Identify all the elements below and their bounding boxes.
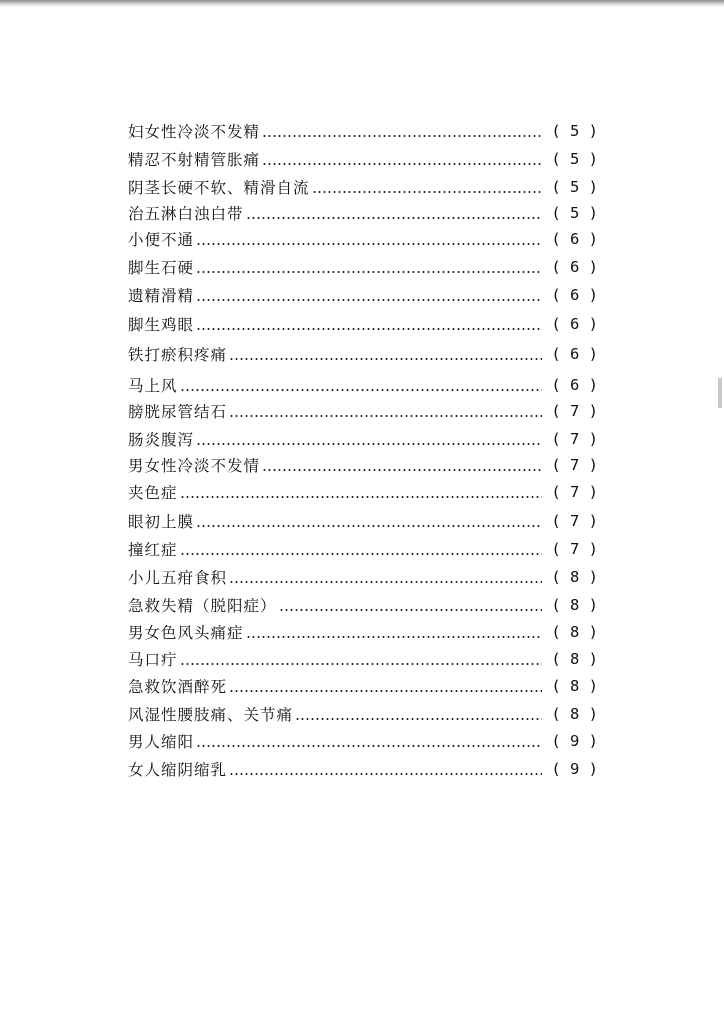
dot-leader [196, 299, 542, 301]
toc-entry [128, 176, 598, 198]
dot-leader [279, 609, 542, 611]
dot-leader [180, 496, 542, 498]
toc-entry [128, 374, 598, 396]
toc-entry-page: ( 5 ) [551, 150, 598, 168]
dot-leader [229, 581, 542, 583]
toc-entry-page: ( 7 ) [551, 483, 598, 501]
dot-leader [180, 663, 542, 665]
toc-entry [128, 343, 598, 365]
toc-entry-page: ( 5 ) [551, 122, 598, 140]
dot-leader [246, 217, 542, 219]
toc-entry [128, 428, 598, 450]
scan-edge-mark [718, 378, 722, 408]
toc-entry [128, 202, 598, 224]
toc-entry-page: ( 9 ) [551, 732, 598, 750]
toc-entry-title: 急救饮酒醉死 [128, 678, 228, 696]
toc-entry-page: ( 6 ) [551, 230, 598, 248]
toc-entry [128, 256, 598, 278]
toc-entry-title: 小儿五疳食积 [128, 569, 228, 587]
toc-entry-title: 男人缩阳 [128, 733, 195, 751]
toc-entry-title: 撞红症 [128, 541, 178, 559]
toc-entry [128, 120, 598, 142]
toc-entry-page: ( 6 ) [551, 258, 598, 276]
toc-entry-title: 男女色风头痛症 [128, 624, 244, 642]
scan-top-edge [0, 0, 724, 7]
toc-entry-title: 肠炎腹泻 [128, 431, 195, 449]
dot-leader [196, 443, 542, 445]
dot-leader [295, 718, 542, 720]
toc-entry-title: 妇女性冷淡不发精 [128, 123, 261, 141]
toc-entry [128, 454, 598, 476]
toc-entry-title: 女人缩阴缩乳 [128, 761, 228, 779]
toc-entry-title: 小便不通 [128, 231, 195, 249]
dot-leader [196, 271, 542, 273]
toc-entry-page: ( 8 ) [551, 705, 598, 723]
toc-entry-page: ( 6 ) [551, 345, 598, 363]
dot-leader [196, 525, 542, 527]
dot-leader [180, 389, 542, 391]
toc-entry-page: ( 8 ) [551, 596, 598, 614]
dot-leader [262, 469, 542, 471]
toc-entry [128, 675, 598, 697]
toc-entry [128, 481, 598, 503]
dot-leader [262, 163, 542, 165]
dot-leader [229, 690, 542, 692]
toc-entry-title: 膀胱尿管结石 [128, 403, 228, 421]
toc-entry-page: ( 7 ) [551, 540, 598, 558]
toc-entry-page: ( 7 ) [551, 430, 598, 448]
toc-entry-page: ( 6 ) [551, 315, 598, 333]
toc-entry-page: ( 8 ) [551, 568, 598, 586]
toc-entry-page: ( 6 ) [551, 376, 598, 394]
toc-entry-title: 夹色症 [128, 484, 178, 502]
toc-entry-title: 脚生石硬 [128, 259, 195, 277]
toc-entry [128, 621, 598, 643]
toc-entry [128, 400, 598, 422]
toc-entry-page: ( 5 ) [551, 178, 598, 196]
dot-leader [312, 191, 542, 193]
toc-entry [128, 228, 598, 250]
toc-entry-page: ( 7 ) [551, 512, 598, 530]
toc-entry-page: ( 7 ) [551, 456, 598, 474]
toc-entry [128, 284, 598, 306]
toc-entry [128, 594, 598, 616]
dot-leader [246, 636, 542, 638]
toc-entry-page: ( 7 ) [551, 402, 598, 420]
dot-leader [196, 745, 542, 747]
toc-entry-page: ( 8 ) [551, 650, 598, 668]
toc-entry [128, 313, 598, 335]
dot-leader [196, 328, 542, 330]
toc-entry-page: ( 5 ) [551, 204, 598, 222]
dot-leader [180, 553, 542, 555]
toc-entry-title: 精忍不射精管胀痛 [128, 151, 261, 169]
toc-entry-title: 眼初上膜 [128, 513, 195, 531]
toc-entry [128, 566, 598, 588]
toc-entry [128, 648, 598, 670]
dot-leader [262, 135, 542, 137]
toc-entry [128, 758, 598, 780]
toc-entry-title: 急救失精（脱阳症） [128, 597, 277, 615]
toc-entry-title: 马口疔 [128, 651, 178, 669]
toc-entry-page: ( 8 ) [551, 623, 598, 641]
dot-leader [196, 243, 542, 245]
toc-entry-title: 治五淋白浊白带 [128, 205, 244, 223]
toc-entry-title: 马上风 [128, 377, 178, 395]
toc-entry [128, 703, 598, 725]
toc-entry-title: 遗精滑精 [128, 287, 195, 305]
toc-entry-page: ( 6 ) [551, 286, 598, 304]
toc-entry-title: 阴茎长硬不软、精滑自流 [128, 179, 310, 197]
toc-entry-page: ( 9 ) [551, 760, 598, 778]
toc-entry [128, 148, 598, 170]
toc-entry [128, 538, 598, 560]
toc-entry-title: 风湿性腰肢痛、关节痛 [128, 706, 294, 724]
toc-entry-title: 脚生鸡眼 [128, 316, 195, 334]
toc-entry-page: ( 8 ) [551, 677, 598, 695]
dot-leader [229, 773, 542, 775]
dot-leader [229, 415, 542, 417]
toc-entry-title: 男女性冷淡不发情 [128, 457, 261, 475]
toc-entry [128, 510, 598, 532]
dot-leader [229, 358, 542, 360]
toc-entry [128, 730, 598, 752]
toc-entry-title: 铁打瘀积疼痛 [128, 346, 228, 364]
